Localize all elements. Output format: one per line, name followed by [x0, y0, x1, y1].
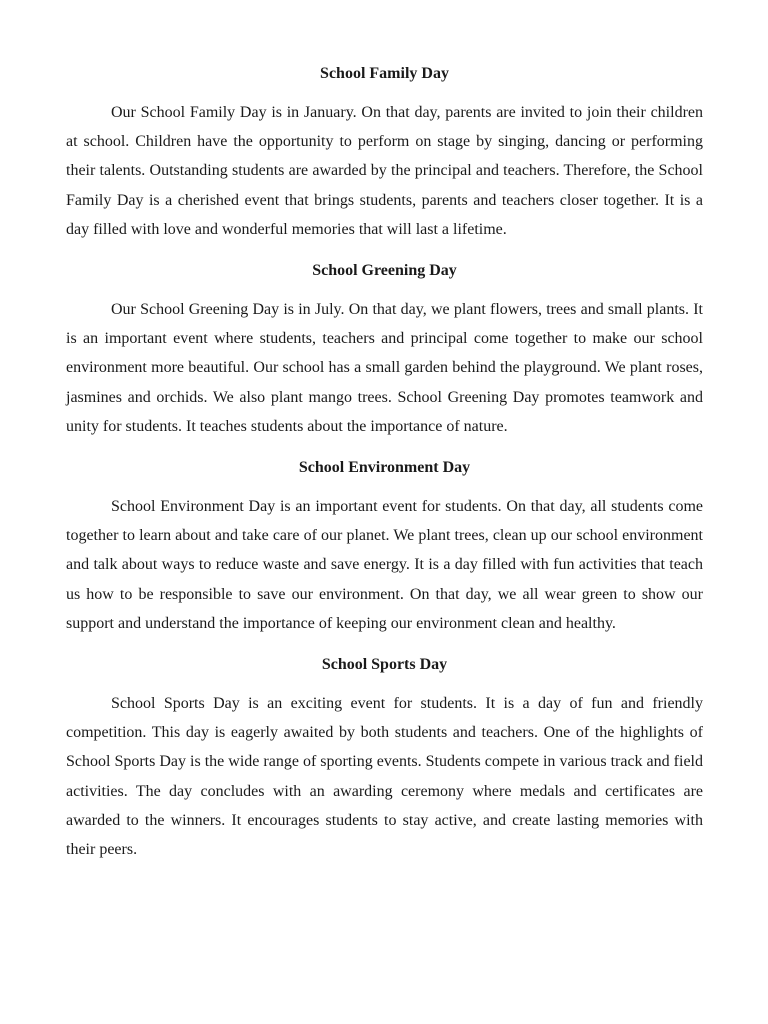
- section-title: School Family Day: [320, 65, 449, 82]
- section-paragraph: School Sports Day is an exciting event for students. It is a day of fun and friendly competition. This day is eagerly awaited by both students and teachers. One of the highlights of School Sports Day is the wide range of sporting events. Students compete in various track and field activities. The day concludes with an awarding ceremony where medals and certificates are awarded to the winners. It encourages students to stay active, and create lasting memories with their peers.: [66, 695, 703, 859]
- section-family-day: [66, 59, 703, 256]
- section-environment-day: [66, 453, 703, 650]
- section-paragraph: School Environment Day is an important event for students. On that day, all students come together to learn about and take care of our planet. We plant trees, clean up our school environment and talk about ways to reduce waste and save energy. It is a day filled with fun activities that teach us how to be responsible to save our environment. On that day, we all wear green to show our support and understand the importance of keeping our environment clean and healthy.: [66, 498, 703, 632]
- section-paragraph: Our School Family Day is in January. On that day, parents are invited to join their children at school. Children have the opportunity to perform on stage by singing, dancing or performing their talents. Outstanding students are awarded by the principal and teachers. Therefore, the School Family Day is a cherished event that brings students, parents and teachers closer together. It is a day filled with love and wonderful memories that will last a lifetime.: [66, 104, 703, 238]
- document-page: [66, 59, 703, 864]
- section-title: School Greening Day: [312, 262, 457, 280]
- section-title: School Environment Day: [298, 459, 471, 477]
- section-sports-day: [66, 650, 703, 864]
- section-paragraph: Our School Greening Day is in July. On that day, we plant flowers, trees and small plants. It is an important event where students, teachers and principal come together to make our school environment more beautiful. Our school has a small garden behind the playground. We plant roses, jasmines and orchids. We also plant mango trees. School Greening Day promotes teamwork and unity for students. It teaches students about the importance of nature.: [66, 301, 703, 435]
- section-title: School Sports Day: [321, 656, 448, 674]
- section-greening-day: [66, 256, 703, 453]
